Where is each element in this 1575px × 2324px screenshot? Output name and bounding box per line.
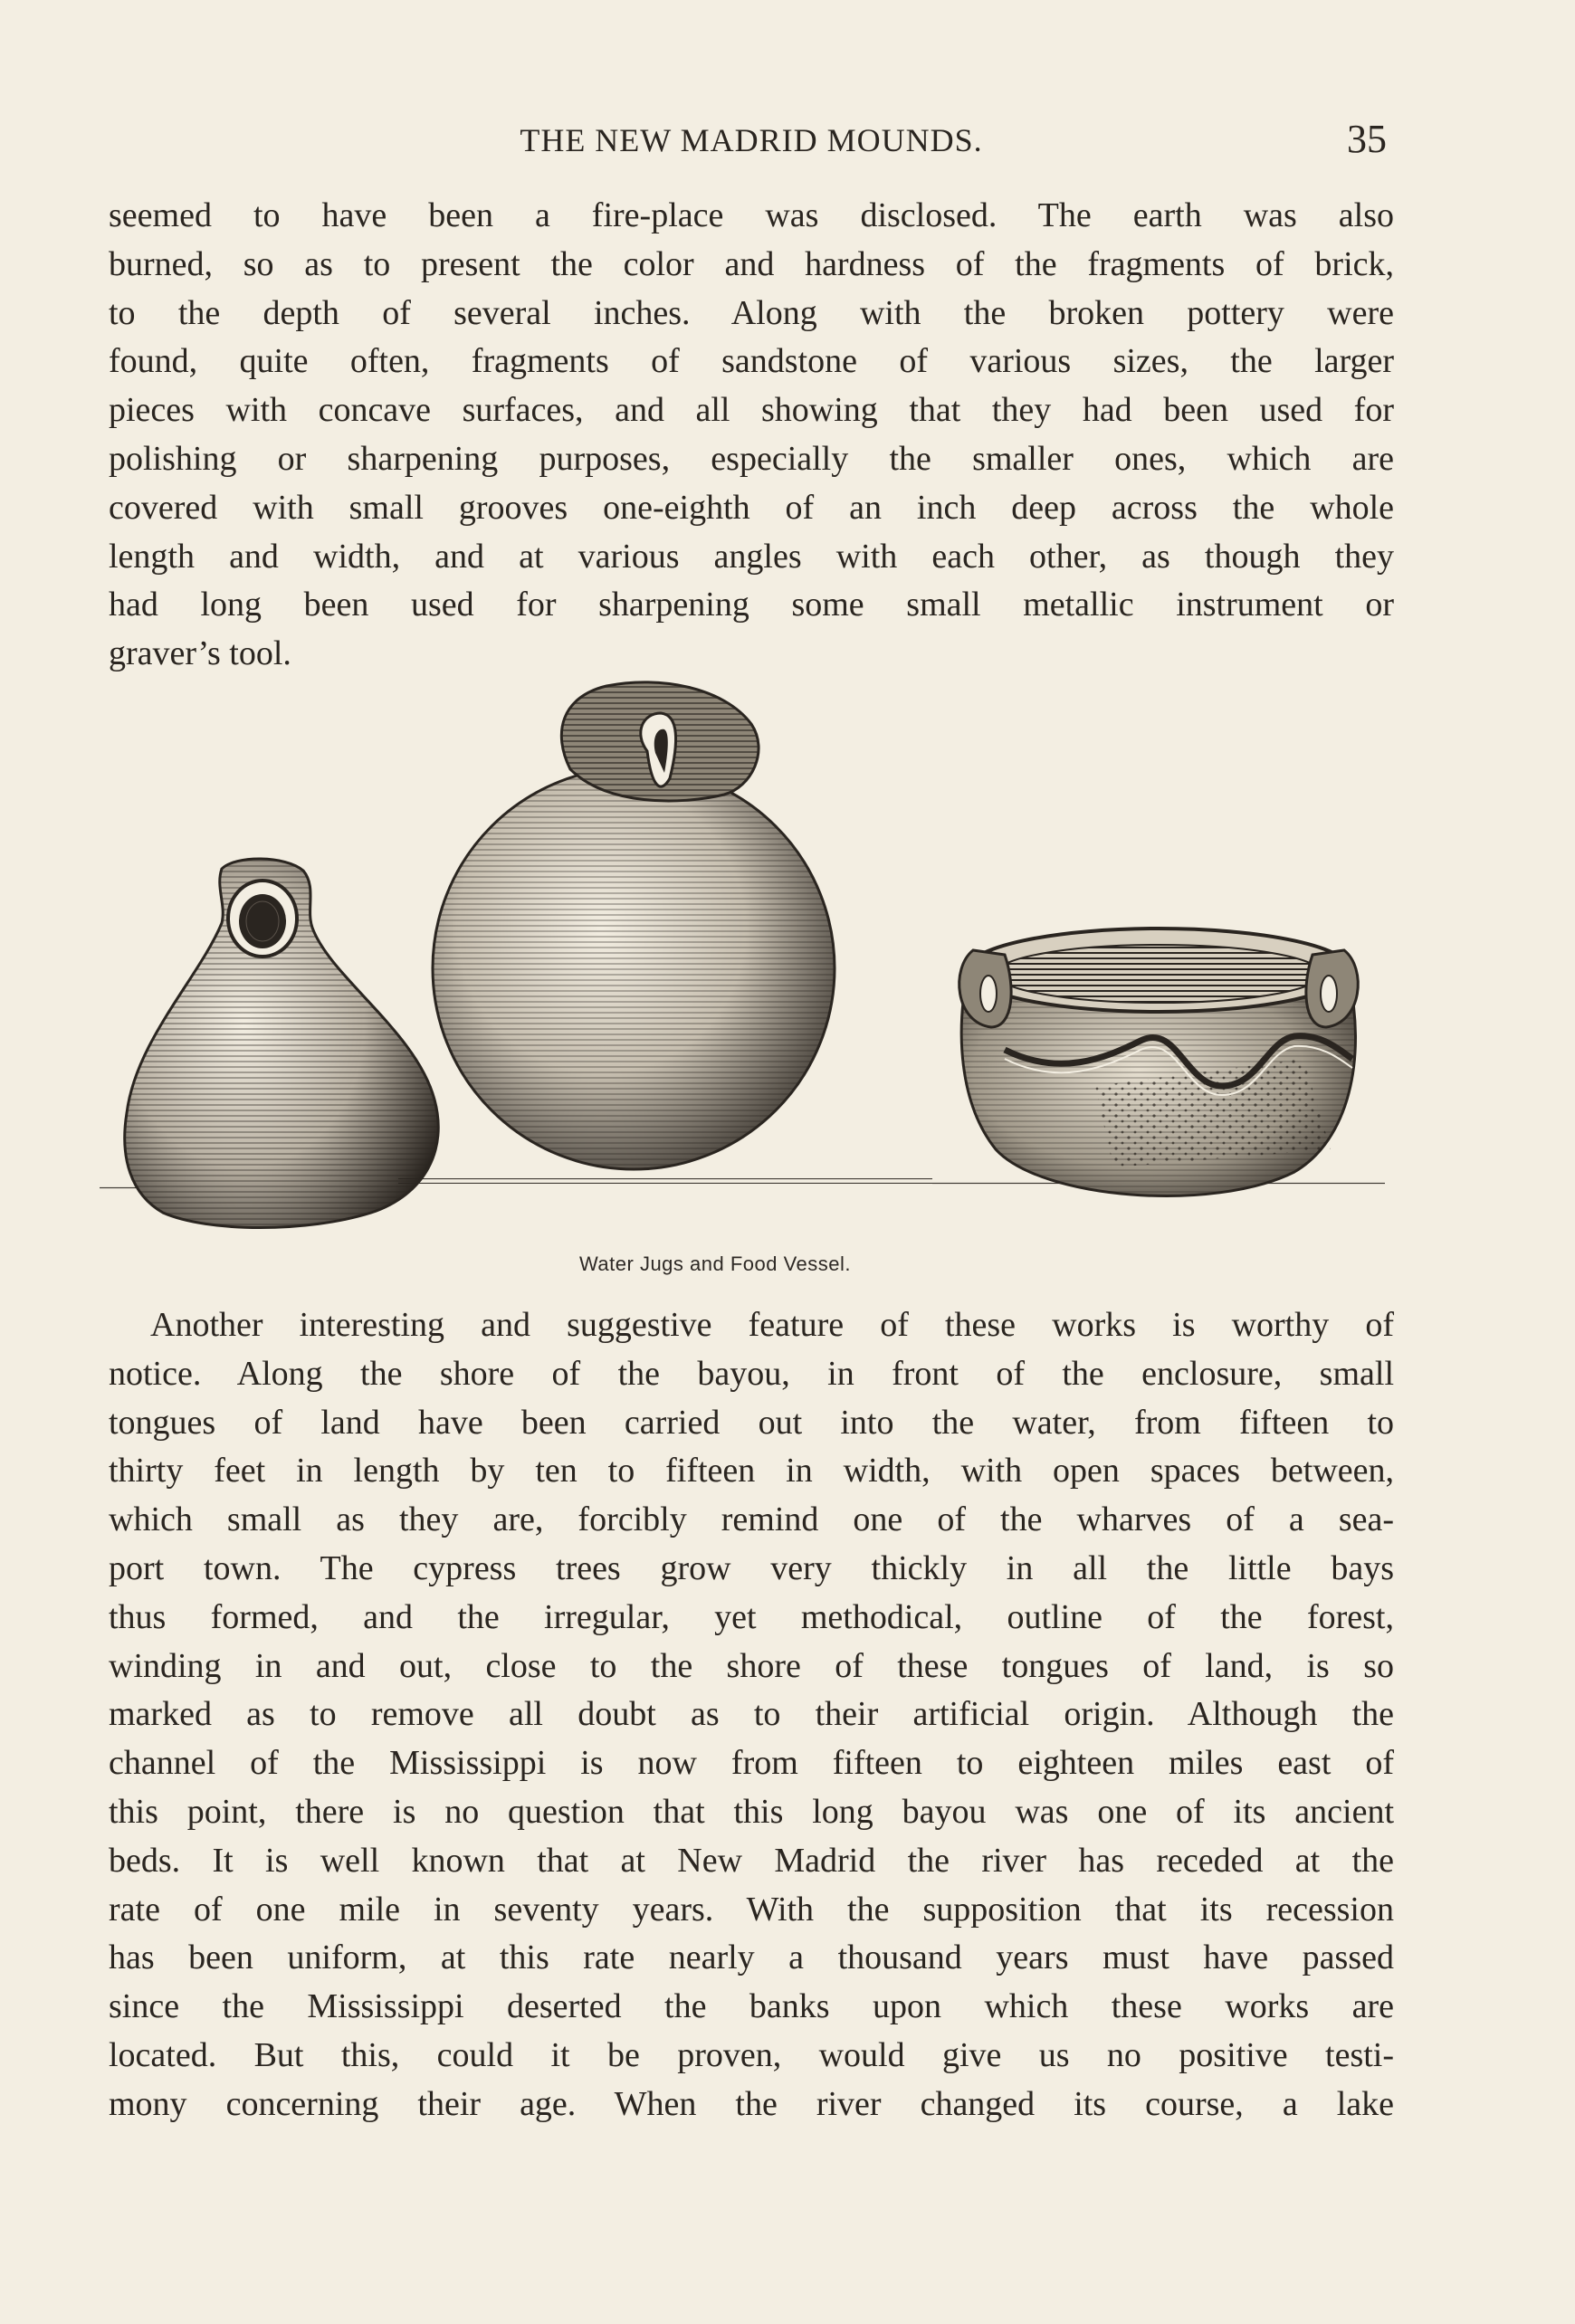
text-line: Another interesting and suggestive feature of these works is worthy of — [150, 1306, 1394, 1344]
text-line: burned, so as to present the color and hardness of the fragments of brick, — [109, 244, 1394, 283]
text-line: has been uniform, at this rate nearly a thousand years must have passed — [109, 1938, 1394, 1977]
text-line: which small as they are, forcibly remind one of the wharves of a sea- — [109, 1500, 1394, 1539]
text-line: mony concerning their age. When the river changed its course, a lake — [109, 2084, 1394, 2123]
pottery-illustration — [100, 679, 1403, 1240]
text-line: channel of the Mississippi is now from fifteen to eighteen miles east of — [109, 1744, 1394, 1783]
running-head — [109, 116, 1394, 170]
text-line: thus formed, and the irregular, yet methodical, outline of the forest, — [109, 1597, 1394, 1636]
text-line: graver’s tool. — [109, 634, 291, 673]
text-line: seemed to have been a fire-place was disclosed. The earth was also — [109, 196, 1394, 234]
middle-water-jug-icon — [398, 682, 932, 1184]
text-line: notice. Along the shore of the bayou, in front of the enclosure, small — [109, 1354, 1394, 1393]
text-line: covered with small grooves one-eighth of an inch deep across the whole — [109, 488, 1394, 527]
text-line: had long been used for sharpening some small metallic instrument or — [109, 586, 1394, 624]
text-line: winding in and out, close to the shore of these tongues of land, is so — [109, 1646, 1394, 1685]
text-line: since the Mississippi deserted the banks upon which these works are — [109, 1987, 1394, 2026]
figure-caption: Water Jugs and Food Vessel. — [578, 1252, 852, 1275]
left-water-jug-icon — [100, 859, 438, 1228]
text-line: thirty feet in length by ten to fifteen in width, with open spaces between, — [109, 1452, 1394, 1491]
paragraph-top — [109, 192, 1394, 679]
text-line: pieces with concave surfaces, and all showing that they had been used for — [109, 391, 1394, 430]
water-jugs-and-food-vessel-engraving — [100, 679, 1403, 1240]
text-line: located. But this, could it be proven, would give us no positive testi- — [109, 2035, 1394, 2074]
text-line: this point, there is no question that this long bayou was one of its ancient — [109, 1792, 1394, 1831]
text-line: rate of one mile in seventy years. With the supposition that its recession — [109, 1890, 1394, 1929]
text-line: to the depth of several inches. Along with the broken pottery were — [109, 293, 1394, 332]
page-number: 35 — [1347, 117, 1387, 161]
text-line: polishing or sharpening purposes, especially the smaller ones, which are — [109, 439, 1394, 478]
running-title: THE NEW MADRID MOUNDS. — [520, 122, 983, 158]
text-line: beds. It is well known that at New Madrid the river has receded at the — [109, 1841, 1394, 1880]
text-line: marked as to remove all doubt as to their artificial origin. Although the — [109, 1695, 1394, 1734]
text-line: found, quite often, fragments of sandstone of various sizes, the larger — [109, 342, 1394, 381]
paragraph-bottom — [109, 1301, 1394, 2129]
text-line: tongues of land have been carried out into the water, from fifteen to — [109, 1403, 1394, 1442]
text-line: length and width, and at various angles with each other, as though they — [109, 537, 1394, 576]
food-vessel-icon — [932, 929, 1385, 1195]
text-line: port town. The cypress trees grow very thickly in all the little bays — [109, 1548, 1394, 1587]
